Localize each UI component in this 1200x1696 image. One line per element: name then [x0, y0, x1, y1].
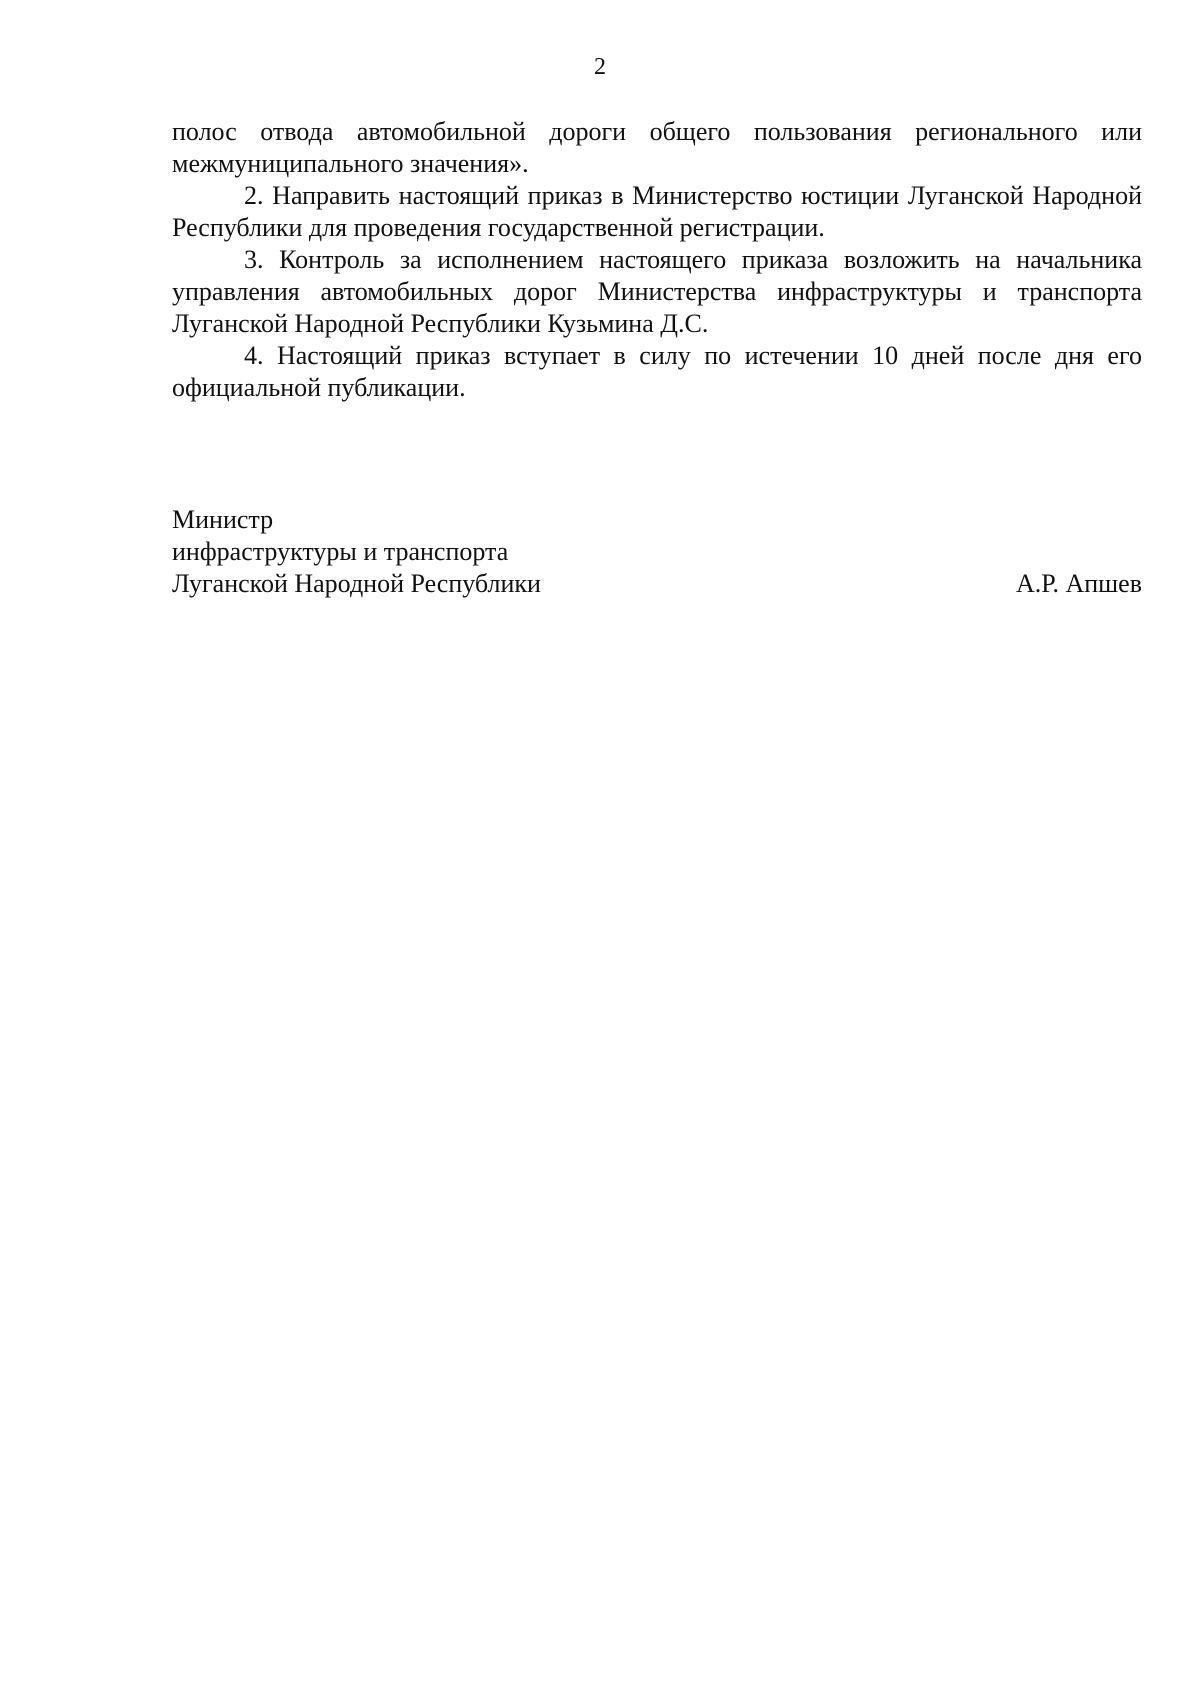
signer-title-line-3: Луганской Народной Республики — [172, 569, 541, 598]
paragraph-item-4: 4. Настоящий приказ вступает в силу по истечении 10 дней после дня его официальной публикации. — [172, 341, 1142, 402]
page-number: 2 — [594, 54, 606, 80]
paragraph-item-2: 2. Направить настоящий приказ в Министерство юстиции Луганской Народной Республики для проведения государственной регистрации. — [172, 181, 1142, 242]
signature-block — [172, 504, 1142, 600]
signer-title-line-2: инфраструктуры и транспорта — [172, 537, 509, 566]
signer-row — [172, 568, 1142, 600]
paragraph-item-3: 3. Контроль за исполнением настоящего приказа возложить на начальника управления автомобильных дорог Министерства инфраструктуры и транспорта Луганской Народной Республики Кузьмина Д.С. — [172, 245, 1142, 338]
signer-title-line-1: Министр — [172, 505, 274, 534]
signer-name: А.Р. Апшев — [1015, 569, 1142, 598]
paragraph-continuation: полос отвода автомобильной дороги общего пользования регионального или межмуниципального значения». — [172, 117, 1142, 178]
document-body — [172, 116, 1142, 404]
